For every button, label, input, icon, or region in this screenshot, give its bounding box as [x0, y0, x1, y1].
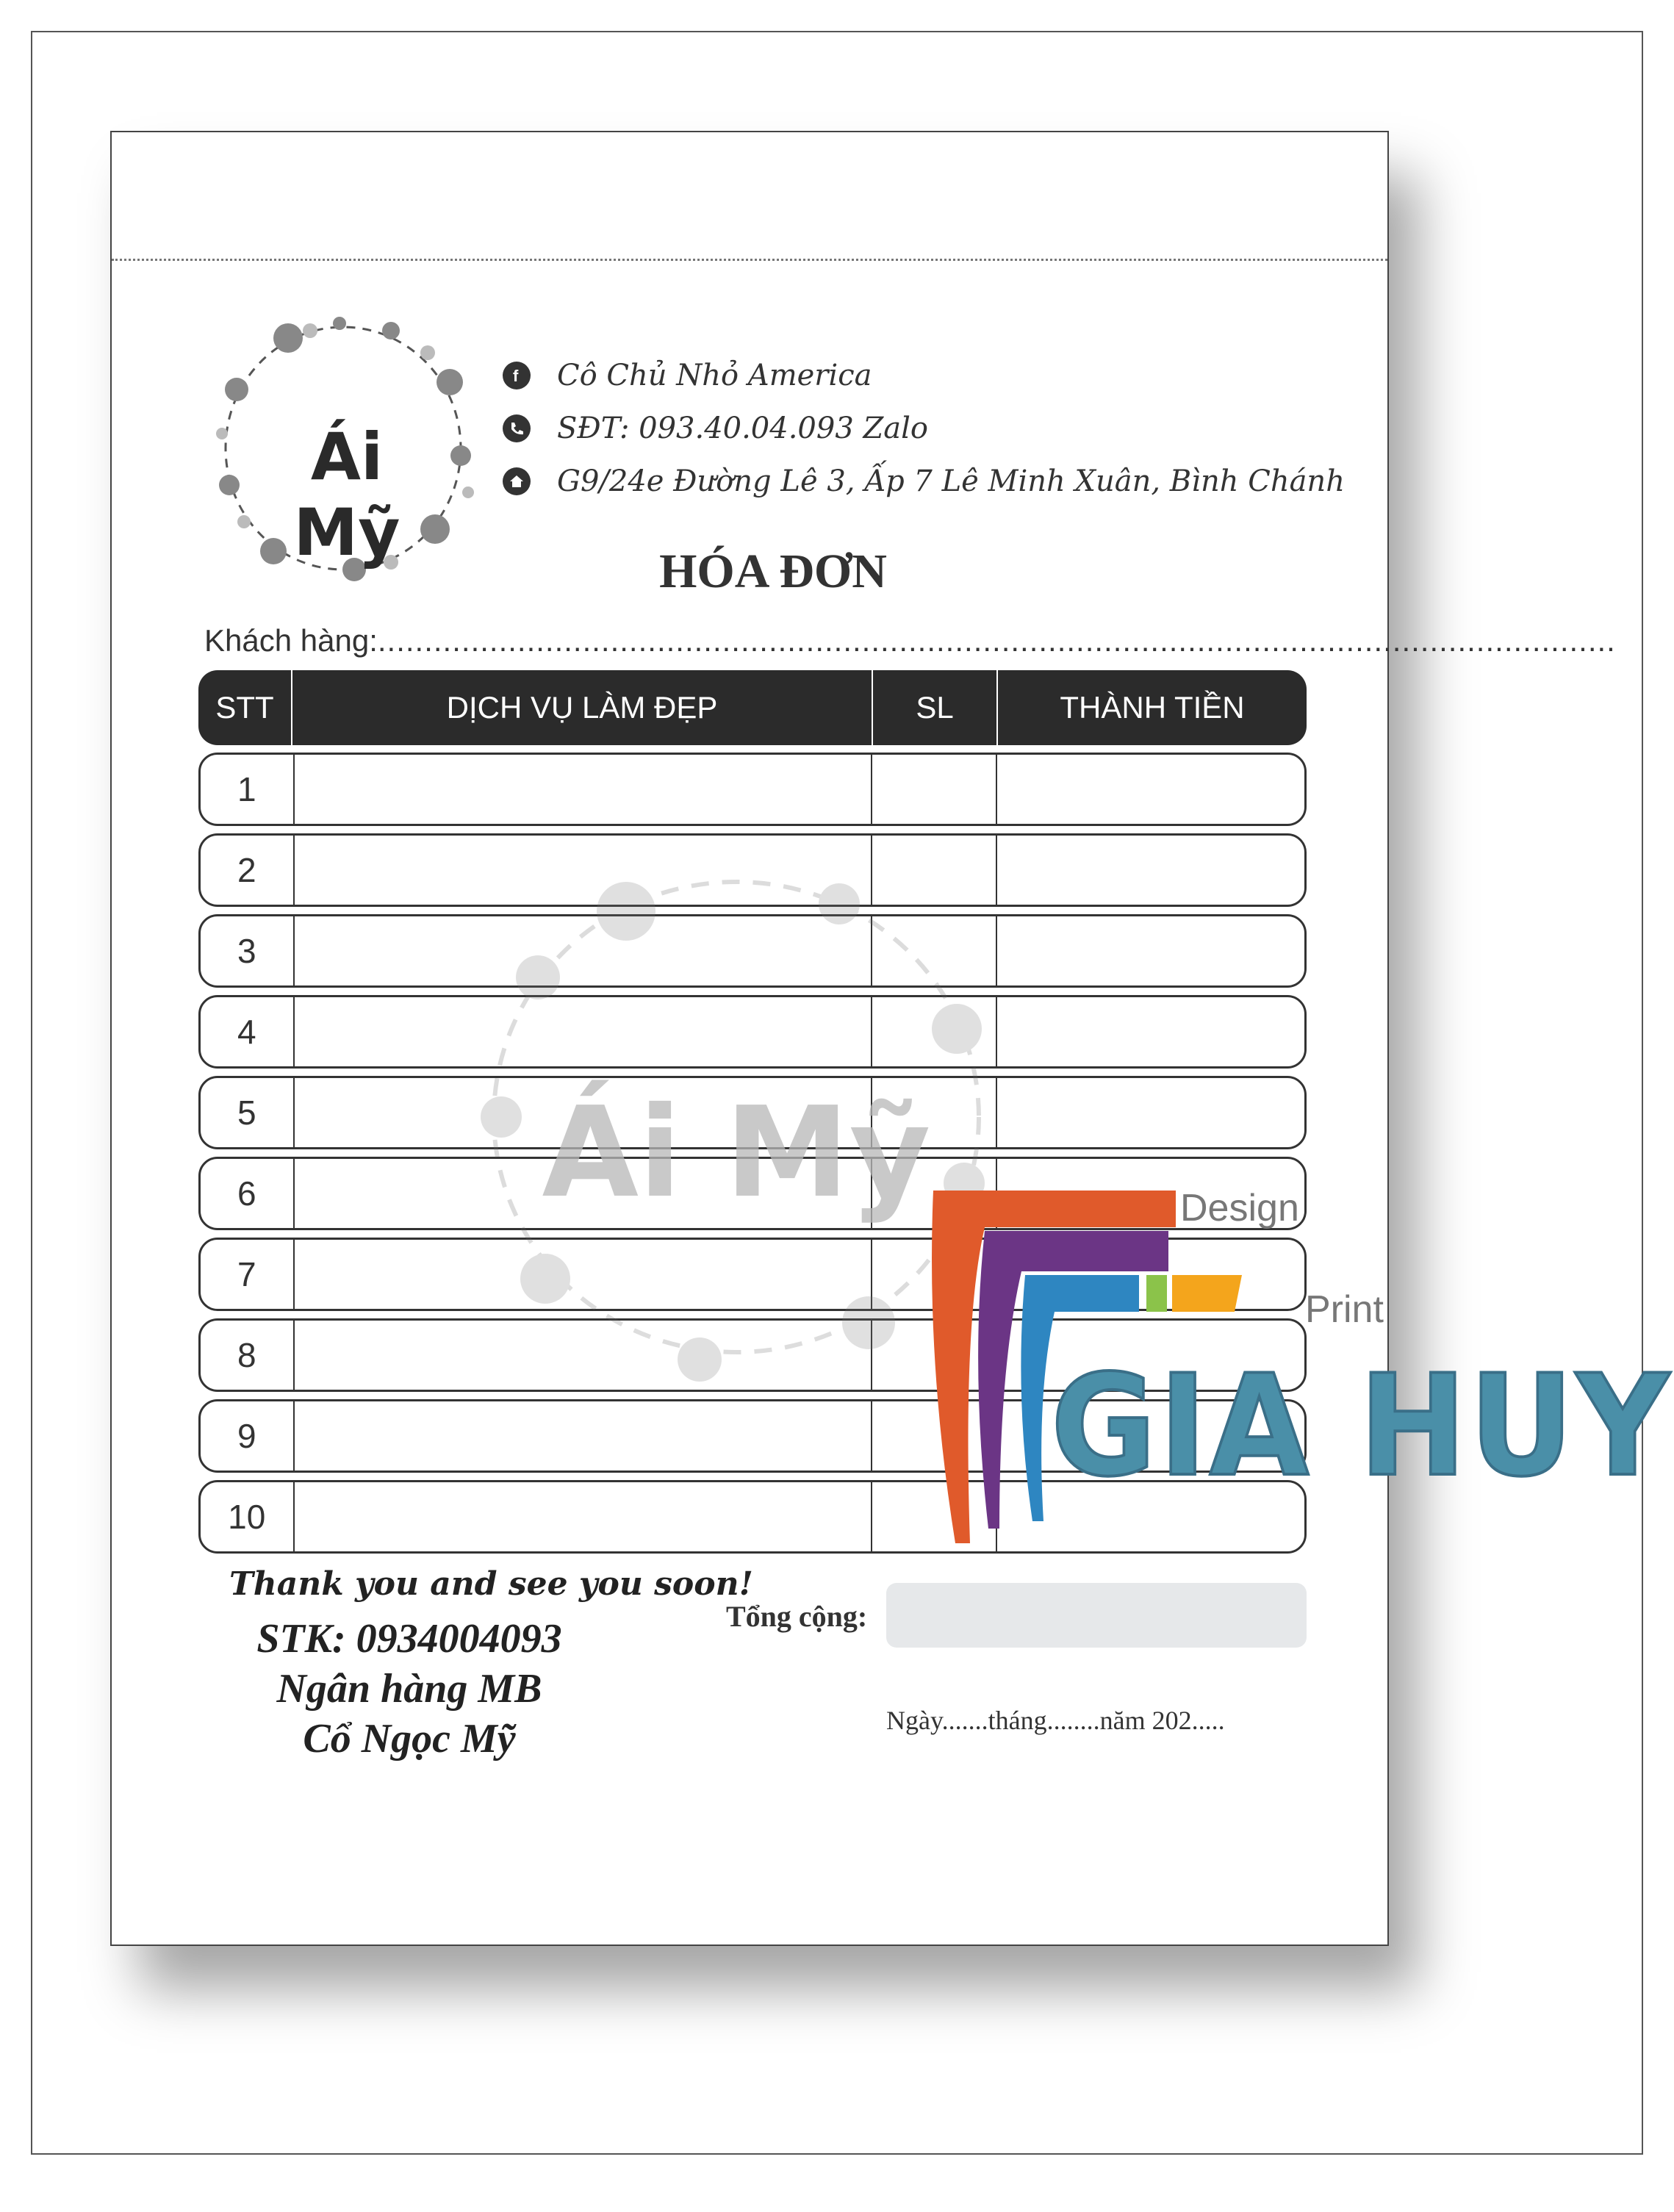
row-number: 4 — [201, 997, 295, 1066]
amount-cell[interactable] — [997, 997, 1304, 1066]
service-cell[interactable] — [295, 1401, 873, 1471]
brand-print-text: Print — [1305, 1288, 1384, 1331]
amount-cell[interactable] — [997, 916, 1304, 985]
phone-icon — [503, 414, 531, 442]
home-icon — [503, 467, 531, 495]
invoice-title: HÓA ĐƠN — [659, 545, 887, 598]
brand-logo-text: Ái Mỹ — [293, 419, 400, 570]
header-amount: THÀNH TIỀN — [1060, 690, 1245, 725]
brand-name: GIA HUY — [1051, 1345, 1673, 1507]
row-number: 9 — [201, 1401, 295, 1471]
amount-cell[interactable] — [997, 755, 1304, 824]
contact-phone — [503, 412, 928, 445]
facebook-icon — [503, 362, 531, 389]
row-number: 2 — [201, 836, 295, 905]
row-number: 5 — [201, 1078, 295, 1147]
quantity-cell[interactable] — [872, 755, 996, 824]
total-field[interactable] — [886, 1583, 1307, 1648]
customer-line: Khách hàng:..................................................................................................................................... — [204, 623, 1616, 658]
brand-design-text: Design — [1180, 1187, 1299, 1229]
watermark-text: Ái Mỹ — [542, 1080, 931, 1226]
service-cell[interactable] — [295, 755, 873, 824]
thank-you-note: Thank you and see you soon! — [229, 1565, 753, 1603]
row-number: 6 — [201, 1159, 295, 1228]
header-quantity: SL — [873, 670, 998, 745]
table-row — [198, 753, 1307, 826]
row-number: 7 — [201, 1240, 295, 1309]
contact-facebook — [503, 359, 872, 392]
service-cell[interactable] — [295, 1482, 873, 1551]
perforation-line — [112, 259, 1387, 261]
bank-name: Ngân hàng MB — [276, 1666, 542, 1712]
customer-label: Khách hàng: — [204, 623, 378, 658]
amount-cell[interactable] — [997, 1078, 1304, 1147]
address: G9/24e Đường Lê 3, Ấp 7 Lê Minh Xuân, Bình Chánh — [557, 464, 1345, 498]
date-line: Ngày.......tháng........năm 202..... — [886, 1706, 1225, 1735]
row-number: 1 — [201, 755, 295, 824]
row-number: 3 — [201, 916, 295, 985]
invoice-sheet — [110, 131, 1616, 1946]
account-holder: Cổ Ngọc Mỹ — [303, 1716, 516, 1762]
phone-number: SĐT: 093.40.04.093 Zalo — [557, 412, 928, 445]
facebook-name: Cô Chủ Nhỏ America — [557, 359, 872, 392]
table-header — [198, 670, 1307, 745]
amount-cell[interactable] — [997, 836, 1304, 905]
total-label: Tổng cộng: — [726, 1600, 868, 1633]
contact-address — [503, 464, 1345, 498]
row-number: 10 — [201, 1482, 295, 1551]
header-service: DỊCH VỤ LÀM ĐẸP — [292, 670, 873, 745]
row-number: 8 — [201, 1321, 295, 1390]
svg-text:f: f — [513, 367, 519, 385]
header-stt: STT — [198, 670, 292, 745]
bank-account-number: STK: 0934004093 — [256, 1616, 562, 1662]
